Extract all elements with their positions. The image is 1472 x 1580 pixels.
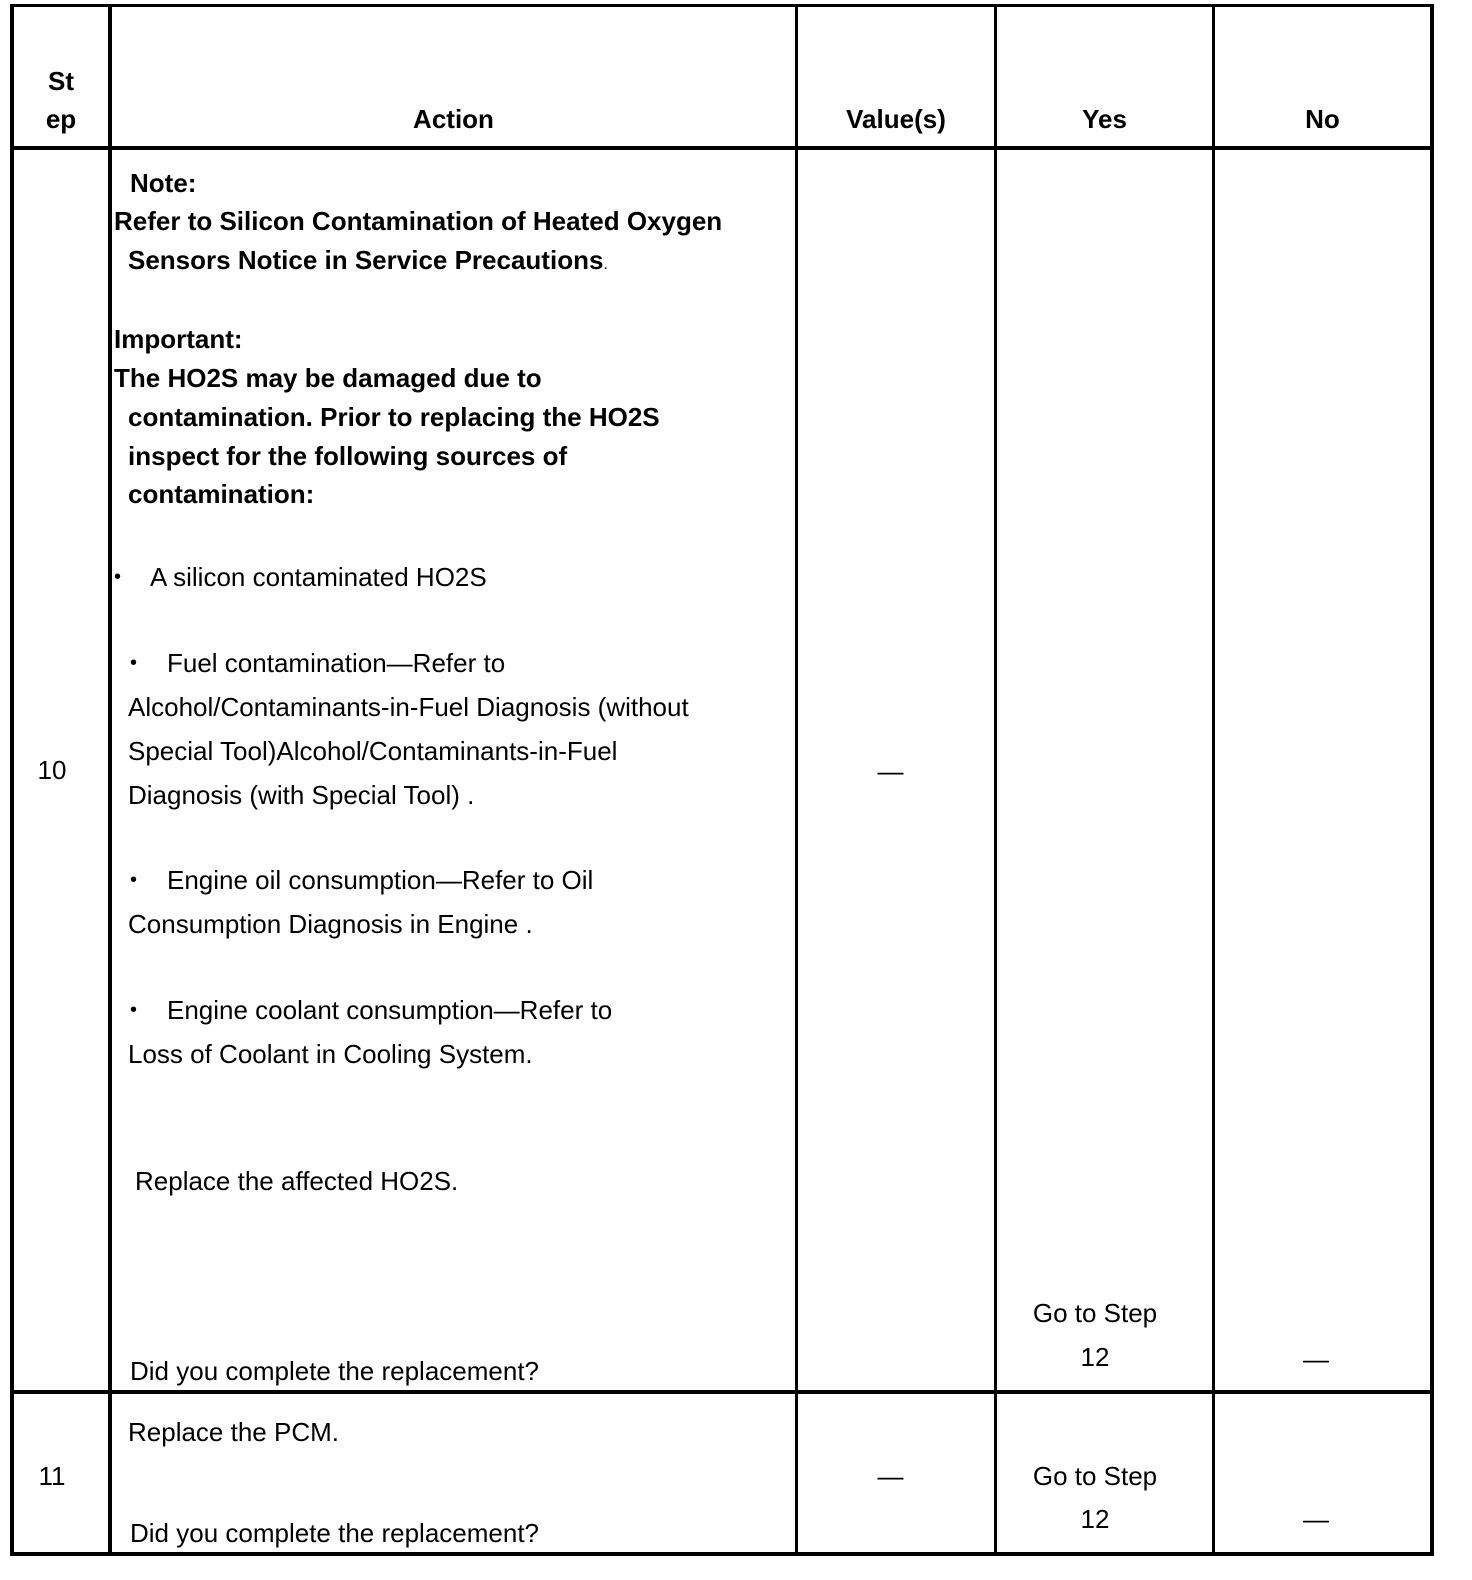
list-item-fuel-line3: Special Tool)Alcohol/Contaminants-in-Fuel <box>128 736 618 766</box>
note-text-line2 <box>128 245 608 280</box>
table-right-border <box>1430 4 1434 1556</box>
yes-cell-line1: Go to Step <box>1032 1298 1158 1328</box>
list-item-fuel-line2: Alcohol/Contaminants-in-Fuel Diagnosis (without <box>128 692 689 722</box>
yes-cell-line1: Go to Step <box>1032 1461 1158 1491</box>
important-text-line1: The HO2S may be damaged due to <box>114 363 542 393</box>
yes-cell-line2: 12 <box>1080 1342 1110 1372</box>
table-bottom-border <box>10 1552 1434 1556</box>
important-text-line2: contamination. Prior to replacing the HO2S <box>128 402 660 432</box>
value-cell: — <box>877 1461 904 1491</box>
note-text-line1: Refer to Silicon Contamination of Heated Oxygen <box>114 206 723 236</box>
bullet: • <box>130 999 138 1021</box>
note-label: Note: <box>130 168 197 198</box>
note-text-period: . <box>603 256 608 273</box>
value-cell: — <box>877 756 904 786</box>
list-item-coolant-line2: Loss of Coolant in Cooling System. <box>128 1039 533 1069</box>
header-bottom-border <box>10 146 1434 150</box>
header-step-line1: St <box>48 66 74 96</box>
header-step-line2: ep <box>45 104 77 134</box>
header-values: Value(s) <box>846 104 946 134</box>
header-no: No <box>1305 104 1340 134</box>
question-text: Did you complete the replacement? <box>130 1518 540 1548</box>
header-yes: Yes <box>1082 104 1127 134</box>
list-item-silicon: A silicon contaminated HO2S <box>150 562 487 592</box>
column-divider-yes <box>1212 4 1215 1556</box>
list-item-oil-line1: Engine oil consumption—Refer to Oil <box>167 865 594 895</box>
header-action: Action <box>413 104 494 134</box>
row-divider <box>10 1390 1434 1394</box>
step-number: 11 <box>38 1461 66 1491</box>
note-text-line2-main: Sensors Notice in Service Precautions <box>128 245 604 275</box>
important-text-line3: inspect for the following sources of <box>128 441 568 471</box>
instruction-text: Replace the affected HO2S. <box>135 1166 459 1196</box>
list-item-fuel-line1: Fuel contamination—Refer to <box>167 648 506 678</box>
column-divider-step <box>108 4 112 1556</box>
bullet: • <box>130 652 138 674</box>
question-text: Did you complete the replacement? <box>130 1356 540 1386</box>
bullet: • <box>130 869 138 891</box>
table-top-border <box>10 4 1434 7</box>
list-item-oil-line2: Consumption Diagnosis in Engine . <box>128 909 533 939</box>
no-cell: — <box>1303 1504 1329 1534</box>
no-cell: — <box>1303 1344 1329 1374</box>
list-item-fuel-line4: Diagnosis (with Special Tool) . <box>128 780 475 810</box>
instruction-text: Replace the PCM. <box>128 1417 339 1447</box>
important-text-line4: contamination: <box>128 479 315 509</box>
step-number: 10 <box>37 755 67 785</box>
bullet: • <box>114 566 122 588</box>
list-item-coolant-line1: Engine coolant consumption—Refer to <box>167 995 613 1025</box>
yes-cell-line2: 12 <box>1080 1504 1110 1534</box>
important-label: Important: <box>114 324 243 354</box>
